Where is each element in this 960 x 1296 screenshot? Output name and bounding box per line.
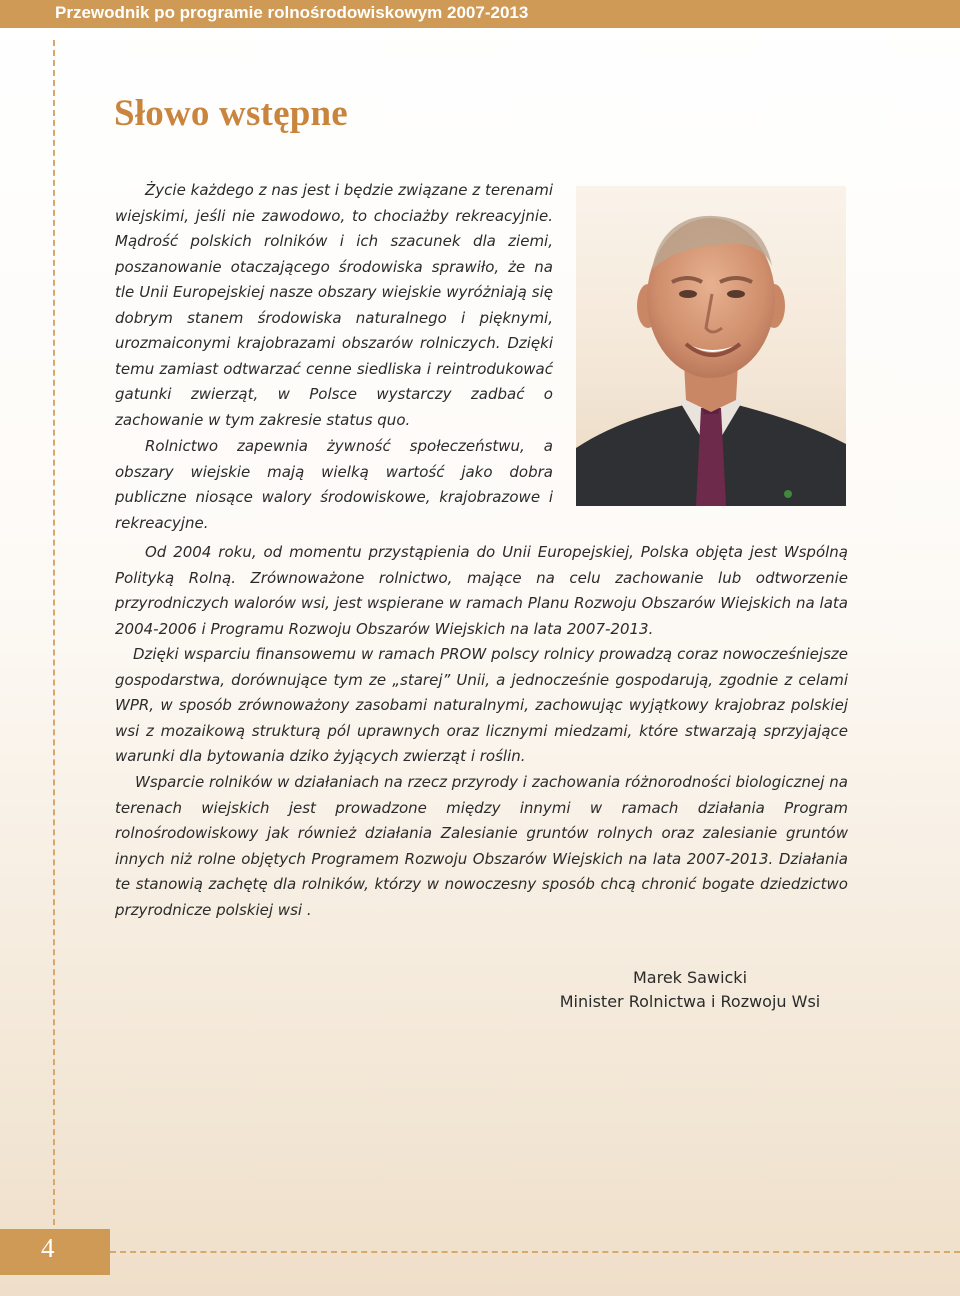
paragraph-1: Życie każdego z nas jest i będzie związane z terenami wiejskimi, jeśli nie zawodowo, to chociażby rekreacyjnie. Mądrość polskich rolników i ich szacunek dla ziemi, poszanowanie otaczającego środowiska sprawiło, że na tle Unii Europejskiej nasze obszary wiejskie wyróżniają się dobrym stanem środowiska naturalnego i pięknymi, urozmaiconymi krajobrazami obszarów rolniczych. Dzięki temu zamiast odtwarzać cenne siedliska i reintrodukować gatunki zwierząt, w Polsce wystarczy zadbać o zachowanie w tym zakresie status quo. [115,181,553,429]
signature-name: Marek Sawicki [632,968,748,987]
dashed-vertical-rule [53,40,55,1265]
paragraph-3: Od 2004 roku, od momentu przystąpienia do Unii Europejskiej, Polska objęta jest Wspólną Polityką Rolną. Zrównoważone rolnictwo, mające na celu zachowanie lub odtworzenie przyrodniczych walorów wsi, jest wspierane w ramach Planu Rozwoju Obszarów Wiejskich na lata 2004-2006 i Programu Rozwoju Obszarów Wiejskich na lata 2007-2013. [115,543,848,638]
signature-role: Minister Rolnictwa i Rozwoju Wsi [559,992,821,1011]
paragraph-2: Rolnictwo zapewnia żywność społeczeństwu, a obszary wiejskie mają wielką wartość jako dobra publiczne niosące walory środowiskowe, krajobrazowe i rekreacyjne. [115,437,553,532]
header-title: Przewodnik po programie rolnośrodowiskowym 2007-2013 [55,3,529,22]
dashed-horizontal-rule [110,1251,960,1253]
page-number: 4 [41,1233,55,1263]
paragraph-5: Wsparcie rolników w działaniach na rzecz przyrody i zachowania różnorodności biologicznej na terenach wiejskich jest prowadzone między innymi w ramach działania Program rolnośrodowiskowy jak również działania Zalesianie gruntów rolnych oraz zalesianie gruntów innych niż rolne objętych Programem Rozwoju Obszarów Wiejskich na lata 2007-2013. Działania te stanowią zachętę dla rolników, którzy w nowoczesny sposób chcą chronić bogate dziedzictwo przyrodnicze polskiej wsi . [115,773,848,919]
minister-portrait [576,186,846,506]
page-title: Słowo wstępne [114,93,348,134]
signature-block [540,966,840,1014]
paragraph-4: Dzięki wsparciu finansowemu w ramach PROW polscy rolnicy prowadzą coraz nowocześniejsze gospodarstwa, dorównujące tym ze „starej” Unii, a jednocześnie gospodarują, zgodnie z celami WPR, w sposób zrównoważony zasobami naturalnymi, zachowując wyjątkowy krajobraz polskiej wsi z mozaikową strukturą pól uprawnych oraz licznymi miedzami, które stwarzają sprzyjające warunki dla bytowania dziko żyjących zwierząt i roślin. [115,645,848,765]
page-number-box [0,1229,110,1275]
